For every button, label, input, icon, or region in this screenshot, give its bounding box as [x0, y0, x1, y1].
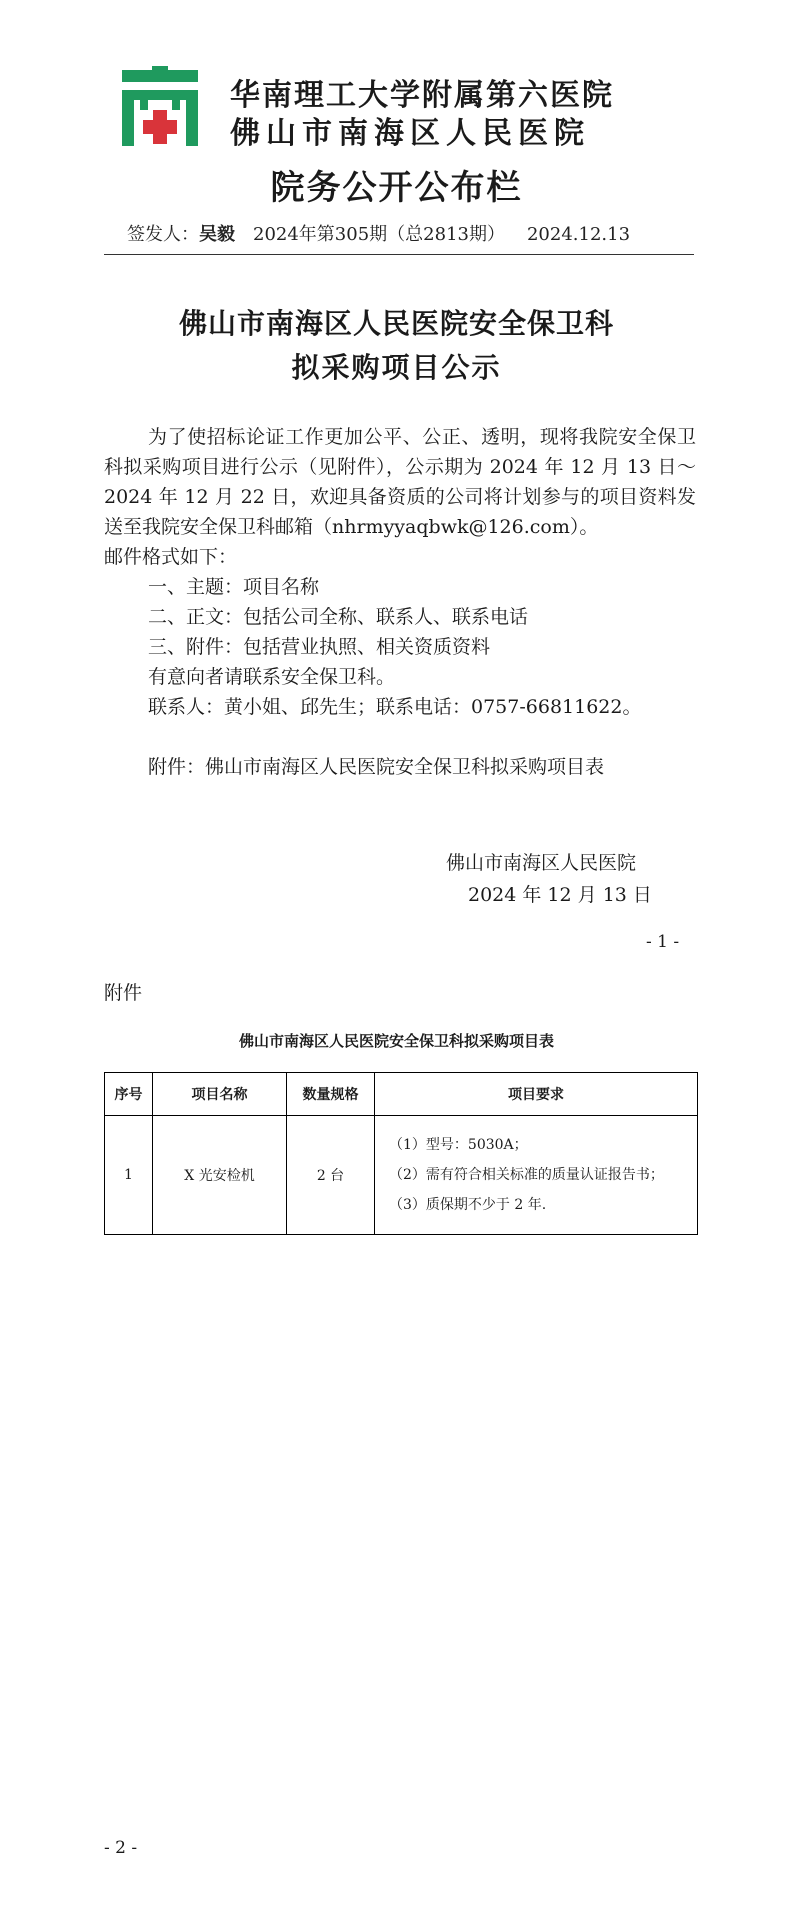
signature-organization: 佛山市南海区人民医院	[446, 852, 637, 874]
hospital-logo	[120, 66, 200, 146]
table-row	[105, 1116, 698, 1235]
format-item-body: 二、正文：包括公司全称、联系人、联系电话	[148, 606, 529, 628]
document-title-line1: 佛山市南海区人民医院安全保卫科	[178, 307, 614, 340]
format-item-attachment: 三、附件：包括营业执照、相关资质资料	[148, 636, 491, 658]
attachment-note: 附件：佛山市南海区人民医院安全保卫科拟采购项目表	[148, 756, 605, 778]
hospital-name-line2: 佛山市南海区人民医院	[230, 116, 590, 151]
signer-label: 签发人：	[127, 224, 199, 245]
format-item-subject: 一、主题：项目名称	[148, 576, 320, 598]
bulletin-title: 院务公开公布栏	[270, 168, 523, 208]
requirement-certification: （2）需有符合相关标准的质量认证报告书；	[389, 1167, 664, 1183]
attachment-label: 附件	[104, 982, 143, 1004]
header-item-name: 项目名称	[153, 1073, 287, 1116]
hospital-name-line1: 华南理工大学附属第六医院	[230, 78, 614, 113]
signer-name: 吴毅	[199, 224, 235, 245]
intro-paragraph: 为了使招标论证工作更加公平、公正、透明，现将我院安全保卫科拟采购项目进行公示（见附件），公示期为 2024 年 12 月 13 日～2024 年 12 月 22 日，欢迎具备资质的公司将计划参与的项目资料发送至我院安全保卫科邮箱（nhrmyyaqbwk@126.com）。	[104, 426, 696, 538]
table-header-row	[105, 1073, 698, 1116]
document-title-line2: 拟采购项目公示	[291, 351, 502, 384]
issue-date: 2024.12.13	[526, 224, 631, 245]
contact-intro: 有意向者请联系安全保卫科。	[148, 666, 396, 688]
procurement-table	[104, 1072, 698, 1235]
page-number-2: - 2 -	[104, 1838, 138, 1858]
header-no: 序号	[105, 1073, 153, 1116]
cell-item-name: X 光安检机	[153, 1116, 287, 1235]
email-format-heading: 邮件格式如下：	[104, 546, 238, 568]
issue-number: 2024年第305期（总2813期）	[253, 224, 505, 245]
page-number-1: - 1 -	[646, 932, 680, 952]
header-requirements: 项目要求	[375, 1073, 698, 1116]
requirement-model: （1）型号：5030A；	[389, 1137, 528, 1153]
issue-line	[127, 220, 630, 246]
header-quantity: 数量规格	[287, 1073, 375, 1116]
requirement-warranty: （3）质保期不少于 2 年.	[389, 1197, 547, 1213]
signature-date: 2024 年 12 月 13 日	[468, 884, 652, 906]
header-divider	[104, 254, 694, 255]
table-title: 佛山市南海区人民医院安全保卫科拟采购项目表	[238, 1032, 554, 1050]
contact-info: 联系人：黄小姐、邱先生；联系电话：0757-66811622。	[148, 696, 642, 718]
cell-no: 1	[105, 1116, 153, 1235]
cell-quantity: 2 台	[287, 1116, 375, 1235]
cell-requirements	[375, 1116, 698, 1235]
